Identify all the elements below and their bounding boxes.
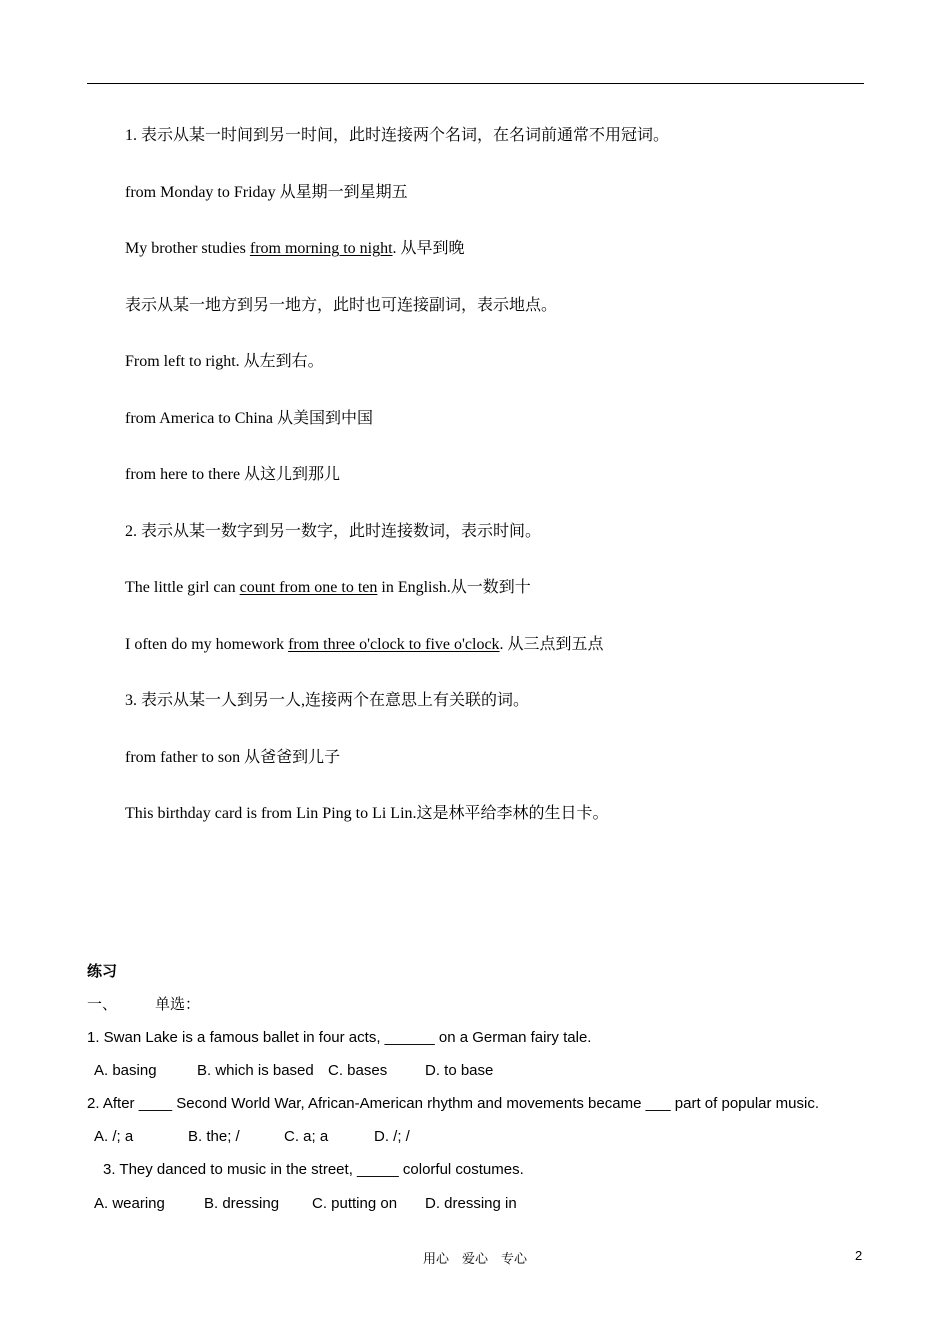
note-line-9-post: in English.从一数到十 bbox=[377, 579, 531, 596]
note-line-11: 3. 表示从某一人到另一人,连接两个在意思上有关联的词。 bbox=[125, 692, 530, 709]
note-line-10 bbox=[125, 635, 604, 655]
question-3-text: 3. They danced to music in the street, _____ colorful costumes. bbox=[103, 1161, 524, 1178]
note-line-10-underlined: from three o'clock to five o'clock bbox=[288, 636, 500, 653]
note-line-9-underlined: count from one to ten bbox=[239, 579, 378, 596]
header-rule bbox=[87, 83, 864, 84]
q3-option-c: C. putting on bbox=[312, 1195, 398, 1212]
note-line-13: This birthday card is from Lin Ping to Li Lin.这是林平给李林的生日卡。 bbox=[125, 805, 609, 822]
question-1-options bbox=[94, 1061, 493, 1081]
q2-option-c: C. a; a bbox=[284, 1128, 329, 1145]
section-number: 一、 bbox=[87, 996, 118, 1013]
exercise-heading: 练习 bbox=[87, 963, 118, 980]
q1-option-b: B. which is based bbox=[197, 1062, 314, 1079]
note-line-9 bbox=[125, 578, 531, 598]
note-line-6: from America to China 从美国到中国 bbox=[125, 410, 373, 427]
q3-option-b: B. dressing bbox=[204, 1195, 280, 1212]
note-line-3 bbox=[125, 239, 465, 259]
note-line-5: From left to right. 从左到右。 bbox=[125, 353, 324, 370]
q3-option-a: A. wearing bbox=[94, 1195, 165, 1212]
note-line-4: 表示从某一地方到另一地方，此时也可连接副词，表示地点。 bbox=[125, 297, 558, 314]
question-2-text: 2. After ____ Second World War, African-American rhythm and movements became ___ part of popular music. bbox=[87, 1095, 820, 1112]
page-number: 2 bbox=[855, 1248, 863, 1263]
q1-option-d: D. to base bbox=[425, 1062, 494, 1079]
note-line-3-pre: My brother studies bbox=[125, 240, 250, 257]
note-line-7: from here to there 从这儿到那儿 bbox=[125, 466, 341, 483]
section-title: 单选： bbox=[155, 996, 201, 1013]
question-1-text: 1. Swan Lake is a famous ballet in four acts, ______ on a German fairy tale. bbox=[87, 1029, 592, 1046]
q1-option-c: C. bases bbox=[328, 1062, 388, 1079]
page-footer: 用心 爱心 专心 bbox=[422, 1252, 527, 1267]
q2-option-a: A. /; a bbox=[94, 1128, 134, 1145]
question-2-options bbox=[94, 1127, 410, 1147]
section-heading bbox=[87, 995, 200, 1015]
q2-option-b: B. the; / bbox=[188, 1128, 240, 1145]
q2-option-d: D. /; / bbox=[374, 1128, 410, 1145]
note-line-3-post: . 从早到晚 bbox=[392, 240, 465, 257]
note-line-3-underlined: from morning to night bbox=[249, 240, 393, 257]
question-3-options bbox=[94, 1194, 517, 1214]
note-line-2: from Monday to Friday 从星期一到星期五 bbox=[125, 184, 408, 201]
note-line-8: 2. 表示从某一数字到另一数字，此时连接数词，表示时间。 bbox=[125, 523, 542, 540]
note-line-10-post: . 从三点到五点 bbox=[499, 636, 604, 653]
note-line-10-pre: I often do my homework bbox=[125, 636, 289, 653]
note-line-12: from father to son 从爸爸到儿子 bbox=[125, 749, 341, 766]
note-line-1: 1. 表示从某一时间到另一时间，此时连接两个名词，在名词前通常不用冠词。 bbox=[125, 127, 670, 144]
note-line-9-pre: The little girl can bbox=[125, 579, 240, 596]
q3-option-d: D. dressing in bbox=[425, 1195, 517, 1212]
q1-option-a: A. basing bbox=[94, 1062, 157, 1079]
